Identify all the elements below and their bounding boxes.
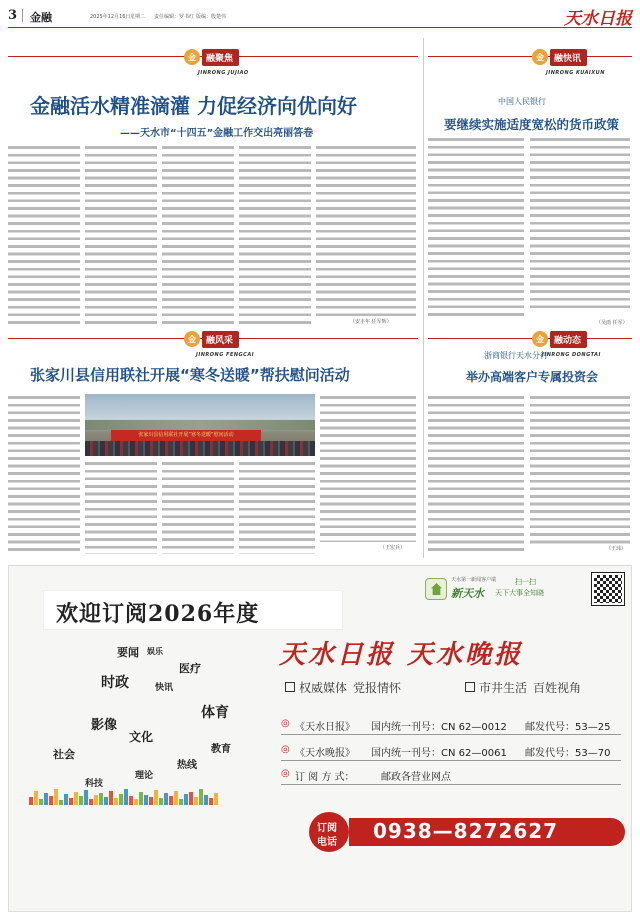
paper-brand-names: 天水日报 天水晚报 <box>279 640 524 670</box>
section-rule <box>428 338 632 339</box>
dynamic-column-1 <box>428 394 524 554</box>
topic-word: 影像 <box>91 718 118 733</box>
app-promo <box>425 576 577 604</box>
row-divider <box>281 734 621 735</box>
photo-people <box>85 441 315 456</box>
topic-word: 科技 <box>85 779 104 789</box>
focus-pinyin: JINRONG JUJIAO <box>198 70 249 76</box>
photo-hills <box>85 420 315 430</box>
subscription-info <box>281 716 621 806</box>
news-slogan: 天下大事全知晓 <box>495 589 544 597</box>
dynamic-article <box>428 320 632 560</box>
issue-date: 2025年12月16日 <box>90 14 131 20</box>
focus-badge-label: 融聚焦 <box>202 49 239 66</box>
scene-headline: 张家川县信用联社开展“寒冬送暖”帮扶慰问活动 <box>30 366 350 384</box>
qr-code-pattern <box>594 575 622 603</box>
dynamic-badge-label: 融动态 <box>550 331 587 348</box>
scene-column-5 <box>320 394 416 542</box>
topic-word: 快讯 <box>155 683 174 693</box>
dynamic-kicker: 浙商银行天水分行 <box>484 351 548 360</box>
event-photo <box>85 394 315 456</box>
focus-column-5 <box>316 144 416 316</box>
topic-word-cloud <box>29 636 259 804</box>
qr-code[interactable] <box>591 572 625 606</box>
focus-column-4 <box>239 144 311 328</box>
photo-banner: 张家川县信用联社开展“寒冬送暖”慰问活动 <box>111 430 261 441</box>
scene-column-3 <box>162 460 234 554</box>
ad-title: 欢迎订阅2026年度 <box>56 601 260 627</box>
scene-article <box>8 320 418 560</box>
app-name: 新天水 <box>451 587 484 600</box>
bullet-icon: ◎ <box>281 744 290 755</box>
express-badge <box>532 48 587 66</box>
coin-icon: 金 <box>184 49 200 65</box>
ad-title-box <box>43 590 343 630</box>
tag-party: 党报情怀 <box>353 681 402 695</box>
paper1-name: 《天水日报》 <box>295 722 355 733</box>
dynamic-column-2 <box>530 394 630 544</box>
scene-column-2 <box>85 460 157 554</box>
topic-word: 医疗 <box>179 662 201 675</box>
topic-word: 理论 <box>135 771 154 781</box>
topic-word: 热线 <box>177 760 197 771</box>
hotline-label-2: 电话 <box>317 837 337 848</box>
focus-column-1 <box>8 144 80 328</box>
topic-word: 文化 <box>129 730 154 744</box>
focus-column-2 <box>85 144 157 328</box>
scan-slogan: 扫一扫 <box>515 578 536 586</box>
topic-word: 娱乐 <box>147 647 163 656</box>
header-divider <box>22 9 23 22</box>
topic-word: 时政 <box>101 675 129 691</box>
focus-headline: 金融活水精准滴灌 力促经济向优向好 <box>30 94 357 118</box>
scene-badge-label: 融风采 <box>202 331 239 348</box>
paper2-cn: 国内统一刊号：CN 62—0061 <box>371 748 507 759</box>
dynamic-pinyin: JINRONG DONGTAI <box>542 352 601 358</box>
coin-icon: 金 <box>184 331 200 347</box>
hotline-number[interactable]: 0938—8272627 <box>373 819 559 843</box>
app-tagline: 天水第一新闻客户端 <box>451 577 497 583</box>
page-number: 3 <box>8 8 18 23</box>
bullet-icon: ◎ <box>281 768 290 779</box>
tag-authority: 权威媒体 <box>299 681 348 695</box>
paper2-post: 邮发代号：53—70 <box>525 748 611 759</box>
subscribe-method-label: 订 阅 方 式： <box>295 772 355 783</box>
express-badge-label: 融快讯 <box>550 49 587 66</box>
box-icon <box>465 682 475 692</box>
column-separator <box>423 38 424 558</box>
row-divider <box>281 784 621 785</box>
topic-word: 要闻 <box>117 646 139 659</box>
dynamic-headline: 举办高端客户专属投资会 <box>466 370 599 384</box>
page-header <box>8 6 632 28</box>
editor-credit: 责任编辑：罗书红 <box>154 14 195 20</box>
subscription-ad <box>8 565 632 912</box>
topic-word: 体育 <box>201 705 229 721</box>
scene-pinyin: JINRONG FENGCAI <box>196 352 255 358</box>
coin-icon: 金 <box>532 49 548 65</box>
section-name: 金融 <box>30 11 52 24</box>
designer-credit: 版编：殷楚伟 <box>196 14 227 20</box>
scene-badge <box>184 330 239 348</box>
express-author: （吴雨 任军） <box>596 320 628 326</box>
express-article <box>428 38 632 330</box>
express-headline: 要继续实施适度宽松的货币政策 <box>444 117 620 132</box>
section-rule <box>428 56 632 57</box>
masthead-logo: 天水日报 <box>564 9 632 29</box>
paper1-post: 邮发代号：53—25 <box>525 722 611 733</box>
express-pinyin: JINRONG KUAIXUN <box>546 70 605 76</box>
express-kicker: 中国人民银行 <box>498 97 546 106</box>
focus-badge <box>184 48 239 66</box>
express-column-2 <box>530 136 630 308</box>
house-icon <box>431 583 442 595</box>
app-icon <box>425 578 447 600</box>
issue-weekday: 星期二 <box>130 14 146 20</box>
paper1-cn: 国内统一刊号：CN 62—0012 <box>371 722 507 733</box>
subscribe-method-value: 邮政各营业网点 <box>381 772 451 783</box>
dynamic-author: （王玮） <box>606 546 627 552</box>
scene-column-1 <box>8 394 80 554</box>
tag-city-life: 市井生活 <box>479 681 528 695</box>
decorative-bars <box>29 786 259 804</box>
tag-people-view: 百姓视角 <box>533 681 582 695</box>
scene-column-4 <box>239 460 315 554</box>
topic-word: 教育 <box>211 744 231 755</box>
coin-icon: 金 <box>532 331 548 347</box>
focus-column-3 <box>162 144 234 328</box>
topic-word: 社会 <box>53 748 75 761</box>
focus-author: （安丰年 任军辉） <box>350 319 392 325</box>
row-divider <box>281 760 621 761</box>
hotline-pill <box>349 818 625 846</box>
dynamic-badge <box>532 330 587 348</box>
hotline-label-1: 订阅 <box>317 823 337 834</box>
scene-author: （王宏兵） <box>380 545 406 551</box>
hotline-badge <box>309 812 349 852</box>
focus-subheadline: ——天水市“十四五”金融工作交出亮丽答卷 <box>120 128 314 139</box>
focus-article <box>8 38 418 330</box>
bullet-icon: ◎ <box>281 718 290 729</box>
box-icon <box>285 682 295 692</box>
express-column-1 <box>428 136 524 318</box>
paper2-name: 《天水晚报》 <box>295 748 355 759</box>
